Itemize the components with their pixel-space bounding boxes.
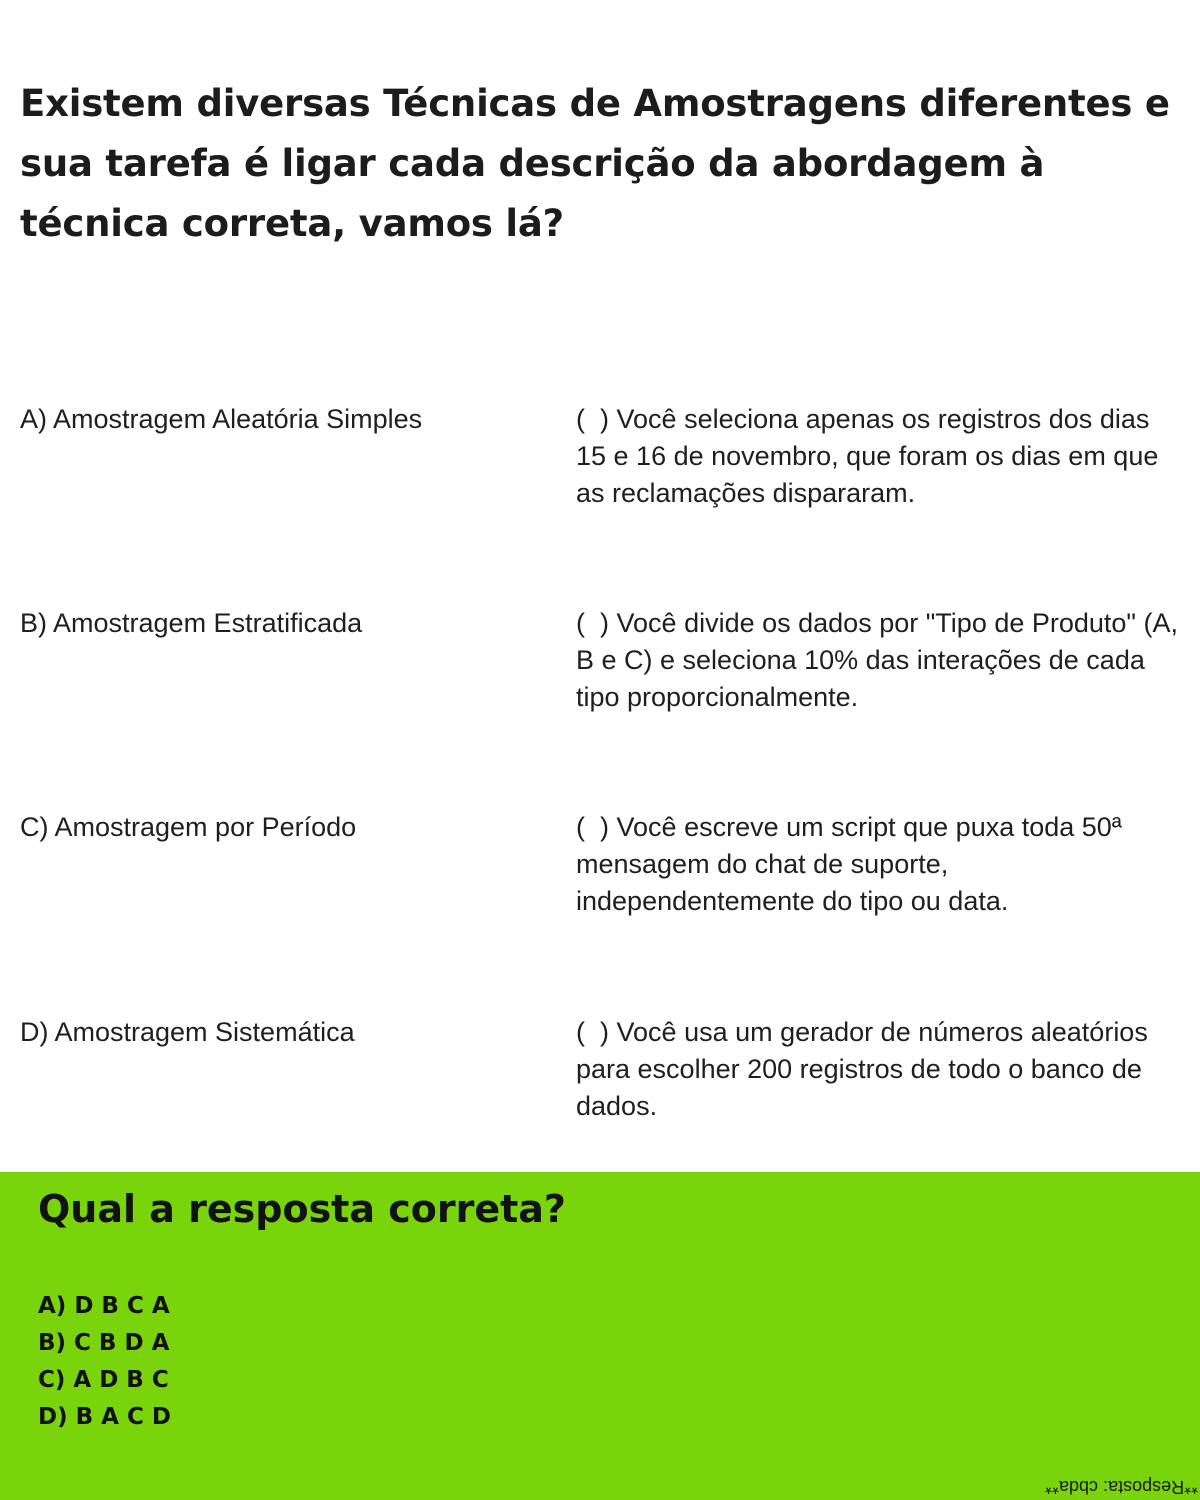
description-text: Você usa um gerador de números aleatórios para escolher 200 registros de todo o banco de dados. — [576, 1017, 1148, 1121]
description-text: Você escreve um script que puxa toda 50ª mensagem do chat de suporte, independentemente do tipo ou data. — [576, 812, 1122, 916]
quiz-option-a: A) D B C A — [38, 1293, 170, 1319]
technique-term: B) Amostragem Estratificada — [20, 608, 363, 638]
description-text: Você seleciona apenas os registros dos dias 15 e 16 de novembro, que foram os dias em que as reclamações dispararam. — [576, 404, 1159, 508]
technique-description — [576, 605, 1186, 716]
answer-blank: ( ) — [576, 812, 609, 842]
quiz-option-c: C) A D B C — [38, 1367, 169, 1393]
description-text: Você divide os dados por "Tipo de Produto" (A, B e C) e seleciona 10% das interações de cada tipo proporcionalmente. — [576, 608, 1179, 712]
technique-term: A) Amostragem Aleatória Simples — [20, 404, 423, 434]
page-title: Existem diversas Técnicas de Amostragens diferentes e sua tarefa é ligar cada descrição da abordagem à técnica correta, vamos lá? — [20, 82, 1170, 245]
answer-blank: ( ) — [576, 608, 609, 638]
quiz-option-d: D) B A C D — [38, 1404, 171, 1430]
quiz-question: Qual a resposta correta? — [38, 1187, 566, 1231]
technique-description — [576, 401, 1186, 512]
quiz-option-b: B) C B D A — [38, 1330, 170, 1356]
answer-blank: ( ) — [576, 404, 609, 434]
upside-down-answer: **Resposta: cbda** — [1044, 1477, 1198, 1497]
technique-description — [576, 809, 1186, 920]
quiz-panel — [0, 1172, 1200, 1500]
technique-description — [576, 1014, 1186, 1125]
technique-term: D) Amostragem Sistemática — [20, 1017, 355, 1047]
answer-blank: ( ) — [576, 1017, 609, 1047]
technique-term: C) Amostragem por Período — [20, 812, 357, 842]
quiz-options — [38, 1288, 171, 1436]
